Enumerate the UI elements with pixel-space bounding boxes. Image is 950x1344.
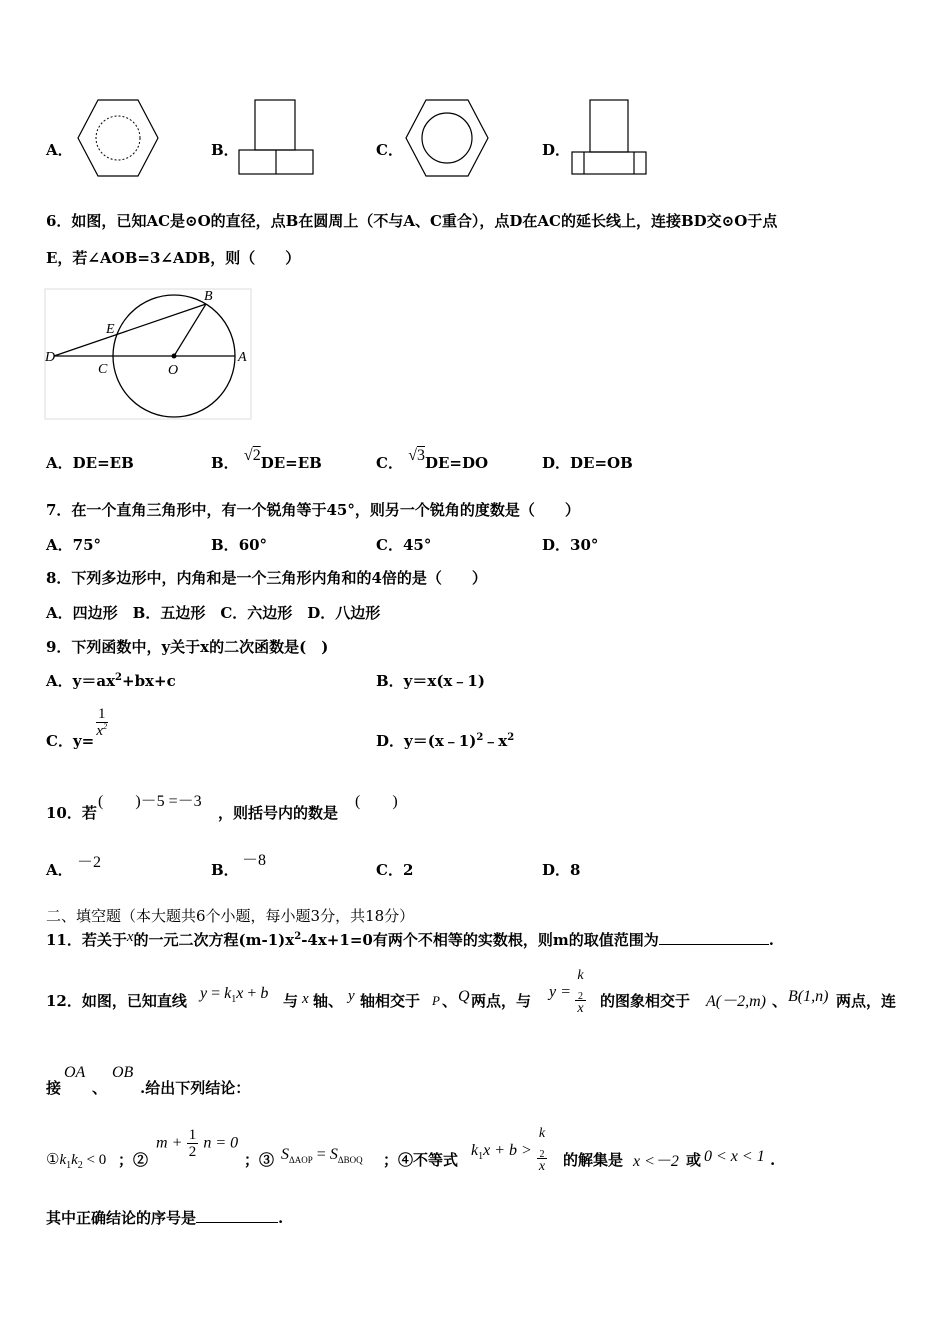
q12-line2-tail: .给出下列结论： bbox=[140, 1079, 251, 1097]
q12-point-q: Q bbox=[458, 988, 470, 1005]
q5-option-d-label: D． bbox=[542, 141, 571, 159]
label-b: B bbox=[204, 289, 213, 304]
q10-mid: ，则括号内的数是 bbox=[218, 804, 339, 822]
q12-conclusion-4-label: ；④不等式 bbox=[383, 1151, 459, 1169]
q12-tail: 两点，连 bbox=[836, 992, 897, 1010]
q5-option-b-label: B． bbox=[211, 141, 239, 159]
q8-stem: 8．下列多边形中，内角和是一个三角形内角和的4倍的是（ ） bbox=[46, 569, 487, 587]
q9-option-c: C．y= bbox=[46, 732, 95, 750]
q10-paren: ( ) bbox=[355, 793, 398, 810]
q12-ineq1: x <－2 bbox=[633, 1153, 679, 1170]
label-c: C bbox=[98, 362, 108, 377]
q12-point-b: B(1,n) bbox=[788, 988, 829, 1005]
q5-option-a-label: A． bbox=[46, 141, 73, 159]
q12-oa: OA bbox=[64, 1064, 86, 1081]
q7-option-a: A．75° bbox=[46, 536, 102, 554]
q12-y-axis: y bbox=[348, 988, 355, 1004]
q12-conclusion-3: $S_{\Delta AOP} = S_{\Delta BOQ}$ bbox=[281, 1146, 363, 1166]
q12-conclusion-2: m + $\frac{1}{2}$ n = 0 bbox=[156, 1127, 239, 1160]
q6-circle-figure bbox=[44, 288, 254, 420]
q9-option-b: B．y＝x(x﹣1) bbox=[376, 672, 485, 690]
q12-end: . bbox=[770, 1151, 776, 1169]
q6-stem-line1: 6．如图，已知AC是⊙O的直径，点B在圆周上（不与A、C重合），点D在AC的延长线上，连接BD交⊙O于点 bbox=[46, 212, 778, 230]
q9-option-a: A．$y=ax^2+bx+c$ bbox=[46, 672, 176, 690]
q7-option-b: B．60° bbox=[211, 536, 268, 554]
bolt-side-view-figure bbox=[570, 100, 650, 176]
q12-sep3: 、 bbox=[92, 1079, 108, 1097]
q6-option-c: C． √3DE=DO bbox=[376, 447, 489, 472]
q12-graph: 的图象相交于 bbox=[600, 992, 691, 1010]
q12-point-p: P bbox=[432, 993, 440, 1008]
q12-intersect: 轴相交于 bbox=[360, 992, 421, 1010]
q7-option-c: C．45° bbox=[376, 536, 432, 554]
q7-stem: 7．在一个直角三角形中，有一个锐角等于45°，则另一个锐角的度数是（ ） bbox=[46, 501, 580, 519]
q10-option-d: D．8 bbox=[542, 861, 581, 879]
q6-stem-line2: E，若∠AOB=3∠ADB，则（ ） bbox=[46, 249, 301, 267]
q10-option-c: C．2 bbox=[376, 861, 414, 879]
q12-ineq2: 0 < x < 1 bbox=[704, 1148, 765, 1165]
q12-conclusion-1: $①k_1k_2 < 0$ bbox=[46, 1152, 107, 1171]
label-e: E bbox=[106, 322, 115, 337]
q12-conclusion-3-label: ；③ bbox=[244, 1151, 275, 1169]
q12-conclusion-4: $k_1x + b$ > k $_2$ x bbox=[471, 1126, 546, 1174]
q12-axis-and: 轴、 bbox=[313, 992, 344, 1010]
q12-with: 与 bbox=[283, 992, 299, 1010]
q10-option-a-label: A． bbox=[46, 861, 73, 879]
q12-conclusion-2-label: ；② bbox=[118, 1151, 149, 1169]
q10-equation: ( )－5 =－3 bbox=[98, 793, 202, 810]
q6-option-d: D．DE=OB bbox=[542, 454, 633, 472]
section-heading: 二、填空题（本大题共6个小题，每小题3分，共18分） bbox=[46, 907, 415, 925]
q12-x-axis: x bbox=[302, 991, 309, 1007]
hexagon-dashed-circle-figure bbox=[76, 98, 160, 180]
q12-sep: 、 bbox=[442, 992, 458, 1010]
q12-final: 其中正确结论的序号是 . bbox=[46, 1209, 284, 1227]
q12-line2-prefix: 接 bbox=[46, 1079, 62, 1097]
q12-prefix: 12．如图，已知直线 bbox=[46, 992, 187, 1010]
q7-option-d: D．30° bbox=[542, 536, 599, 554]
q6-option-b: B． √2DE=EB bbox=[211, 447, 322, 472]
bolt-front-view-figure bbox=[238, 100, 316, 176]
label-d: D bbox=[45, 350, 56, 365]
q10-option-b-value: －8 bbox=[242, 852, 267, 869]
q12-line-equation: $y = k_1x + b$ bbox=[200, 985, 269, 1006]
hexagon-circle-figure bbox=[404, 98, 490, 180]
q12-or: 或 bbox=[686, 1151, 702, 1169]
q9-option-d: D．$y=(x﹣1)^2﹣x^2$ bbox=[376, 732, 515, 750]
label-o: O bbox=[168, 363, 179, 378]
q12-point-a: A(－2,m) bbox=[706, 993, 766, 1010]
q11-text: 11．若关于x的一元二次方程$(m-1)x^2-4x+1=0$有两个不相等的实数根，则m的取值范围为 . bbox=[46, 929, 774, 949]
q6-option-a: A．DE=EB bbox=[46, 454, 134, 472]
q9-option-c-fraction: $\frac{1}{x^2}$ bbox=[96, 706, 108, 739]
q12-solution-label: 的解集是 bbox=[563, 1151, 624, 1169]
q12-ob: OB bbox=[112, 1064, 134, 1081]
q9-stem: 9．下列函数中，y关于x的二次函数是( ) bbox=[46, 638, 329, 656]
q10-option-b-label: B． bbox=[211, 861, 239, 879]
q10-option-a-value: －2 bbox=[77, 854, 102, 871]
label-a: A bbox=[238, 350, 247, 365]
q8-options: A．四边形 B．五边形 C．六边形 D．八边形 bbox=[46, 604, 381, 622]
q12-two-points: 两点，与 bbox=[471, 992, 532, 1010]
q12-hyperbola-equation: y = k $_2$ x bbox=[549, 968, 584, 1016]
q5-option-c-label: C． bbox=[376, 141, 403, 159]
q10-prefix: 10．若 bbox=[46, 804, 97, 822]
q12-sep2: 、 bbox=[772, 992, 788, 1010]
